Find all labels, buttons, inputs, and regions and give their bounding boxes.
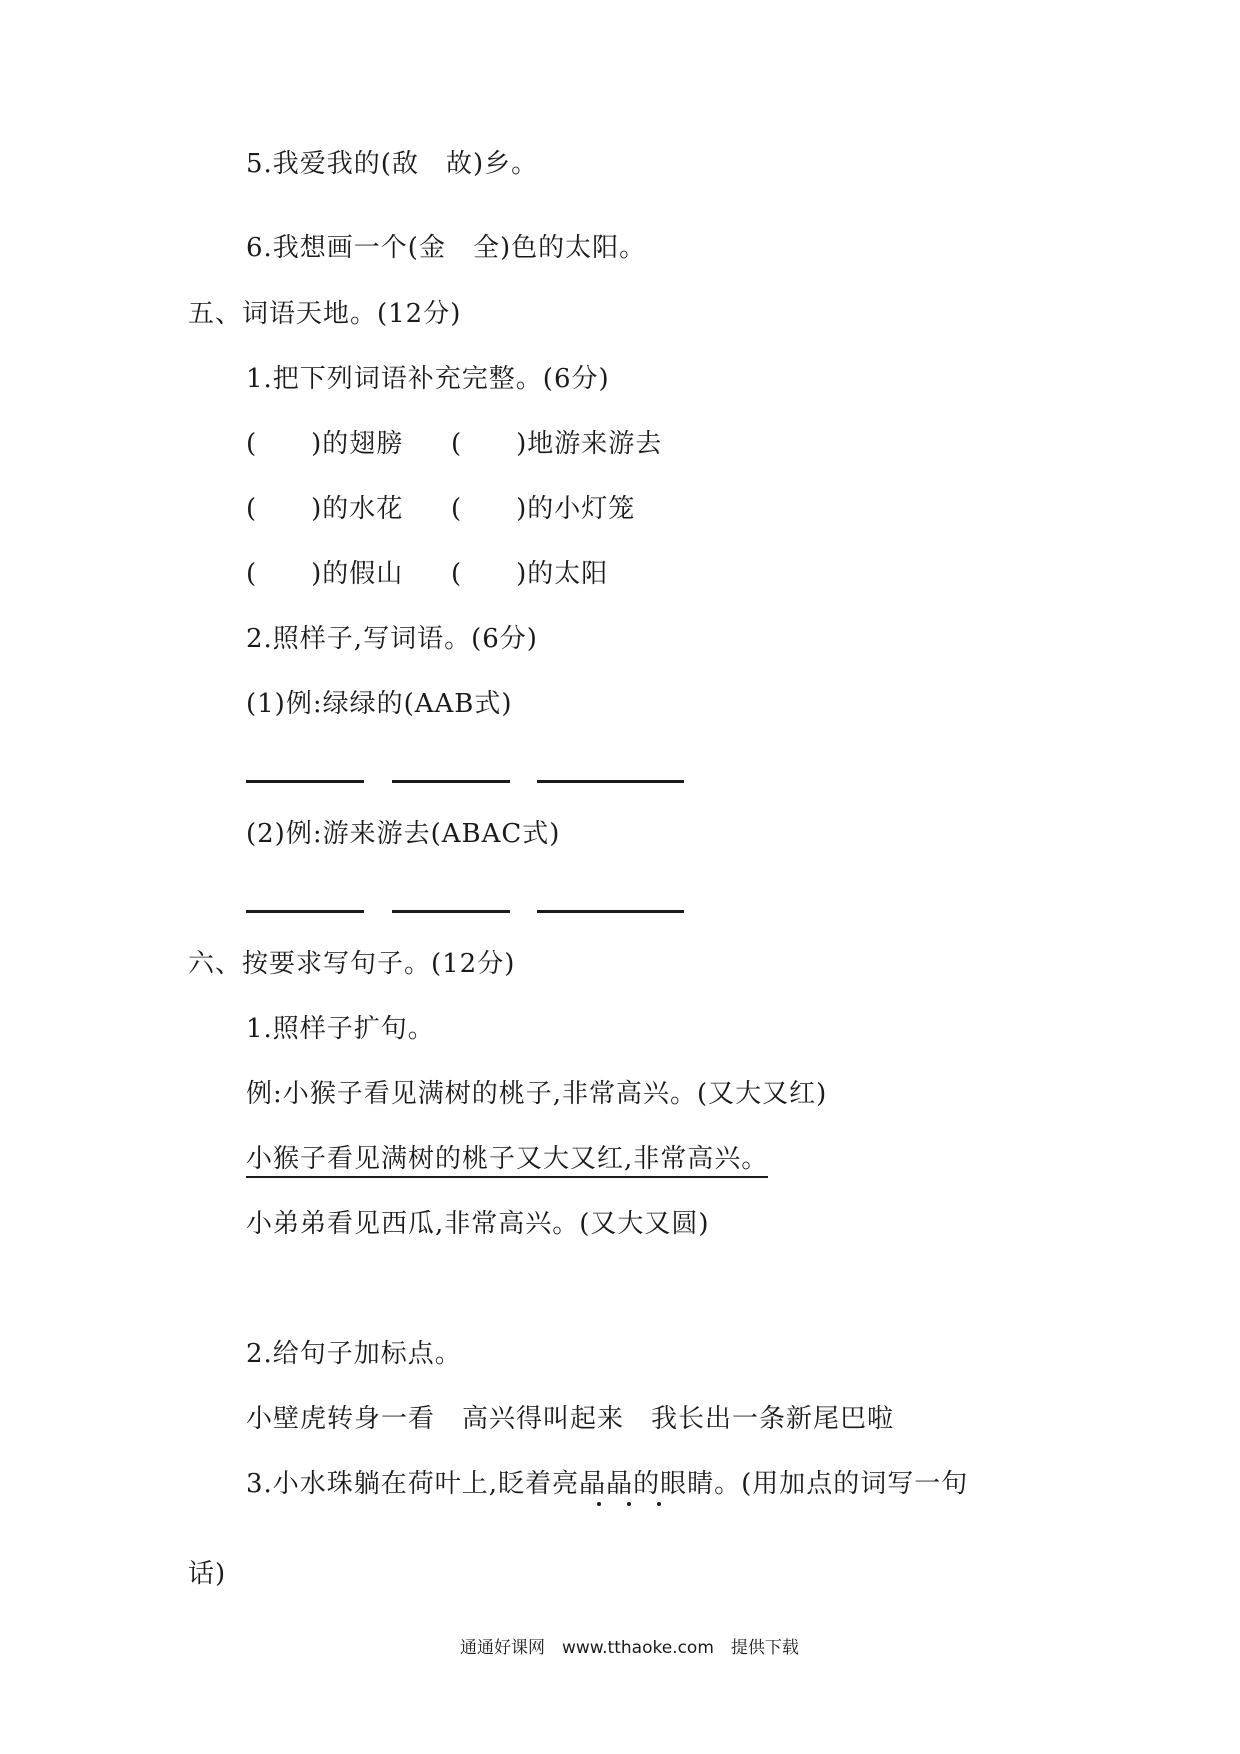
phrase-blank-1: ( )的翅膀	[246, 429, 404, 459]
answer-line-aab-1	[246, 780, 364, 783]
phrase-blank-2: ( )地游来游去	[451, 429, 663, 459]
phrase-blank-6: ( )的太阳	[451, 559, 609, 589]
answer-line-aab-3	[537, 780, 684, 783]
example-answer-underlined: 小猴子看见满树的桃子又大又红,非常高兴。	[246, 1144, 768, 1178]
footer-source-note: 通通好课网 www.tthaoke.com 提供下载	[460, 1638, 799, 1658]
section-5-part-1-title: 1.把下列词语补充完整。(6分)	[246, 364, 610, 394]
question-3-continuation: 话)	[188, 1559, 227, 1589]
question-3-text: 3.小水珠躺在荷叶上,眨着亮晶晶的眼睛。(用加点的词写一句	[246, 1469, 969, 1499]
punctuation-sentence: 小壁虎转身一看 高兴得叫起来 我长出一条新尾巴啦	[246, 1404, 895, 1434]
phrase-blank-5: ( )的假山	[246, 559, 404, 589]
emphasis-dot	[627, 1502, 631, 1506]
example-aab: (1)例:绿绿的(AAB式)	[246, 689, 513, 719]
question-6: 6.我想画一个(金 全)色的太阳。	[246, 233, 647, 263]
answer-line-aab-2	[392, 780, 510, 783]
question-2-title: 2.给句子加标点。	[246, 1339, 462, 1369]
phrase-blank-3: ( )的水花	[246, 494, 404, 524]
example-abac: (2)例:游来游去(ABAC式)	[246, 819, 561, 849]
emphasis-dot	[597, 1502, 601, 1506]
answer-line-abac-1	[246, 910, 364, 913]
emphasis-dot	[657, 1502, 661, 1506]
phrase-blank-4: ( )的小灯笼	[451, 494, 636, 524]
question-1-title: 1.照样子扩句。	[246, 1014, 435, 1044]
answer-line-abac-3	[537, 910, 684, 913]
section-5-title: 五、词语天地。(12分)	[188, 299, 462, 329]
question-5: 5.我爱我的(敌 故)乡。	[246, 149, 539, 179]
answer-line-abac-2	[392, 910, 510, 913]
section-6-title: 六、按要求写句子。(12分)	[188, 949, 516, 979]
expand-sentence-example: 例:小猴子看见满树的桃子,非常高兴。(又大又红)	[246, 1079, 828, 1109]
section-5-part-2-title: 2.照样子,写词语。(6分)	[246, 624, 538, 654]
expand-sentence-task: 小弟弟看见西瓜,非常高兴。(又大又圆)	[246, 1209, 710, 1239]
